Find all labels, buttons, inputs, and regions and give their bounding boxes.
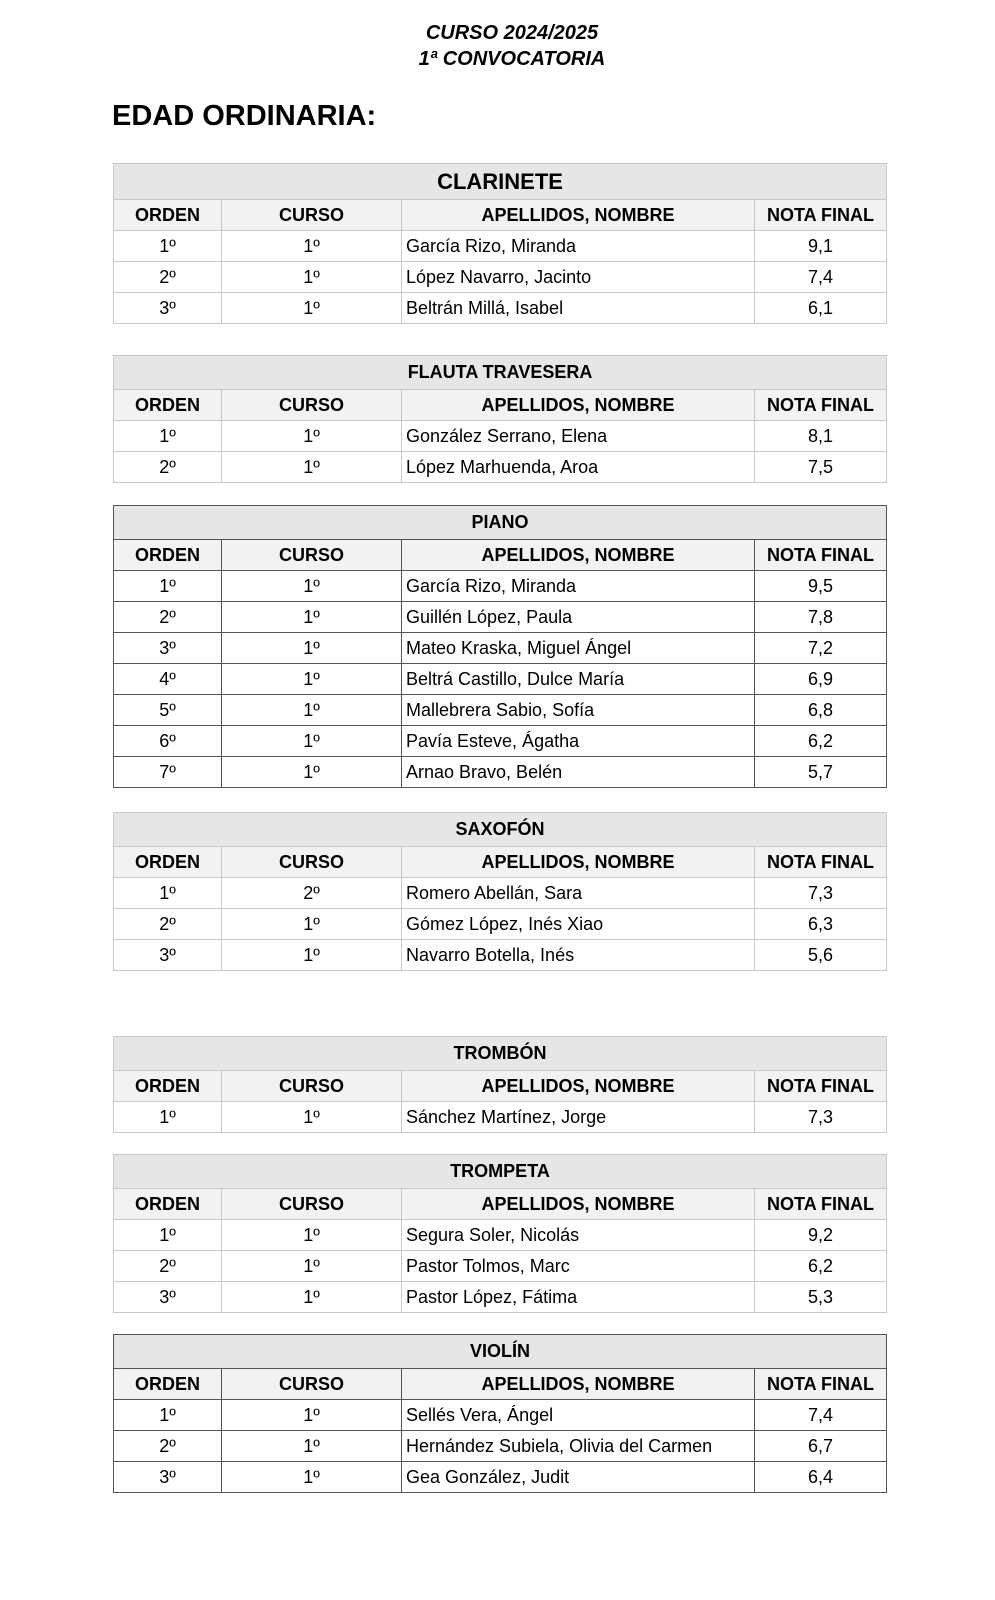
column-header: CURSO [222,847,402,878]
instrument-row [114,1155,887,1189]
cell-nota: 5,6 [755,940,887,971]
cell-nota: 6,1 [755,293,887,324]
table-row [114,262,887,293]
cell-nota: 9,2 [755,1220,887,1251]
cell-orden: 1º [114,571,222,602]
cell-nombre: Sánchez Martínez, Jorge [402,1102,755,1133]
column-header: ORDEN [114,200,222,231]
table-row [114,633,887,664]
cell-orden: 3º [114,1462,222,1493]
column-header: APELLIDOS, NOMBRE [402,847,755,878]
cell-nombre: Guillén López, Paula [402,602,755,633]
cell-nota: 5,3 [755,1282,887,1313]
cell-curso: 1º [222,1282,402,1313]
cell-nota: 6,3 [755,909,887,940]
cell-orden: 2º [114,1431,222,1462]
cell-curso: 1º [222,909,402,940]
column-header: APELLIDOS, NOMBRE [402,200,755,231]
instrument-title: FLAUTA TRAVESERA [114,356,887,390]
cell-orden: 1º [114,1102,222,1133]
table-row [114,1462,887,1493]
cell-nombre: Navarro Botella, Inés [402,940,755,971]
column-header: ORDEN [114,847,222,878]
table-row [114,878,887,909]
cell-orden: 2º [114,1251,222,1282]
table-trombon [113,1036,887,1133]
column-header: NOTA FINAL [755,1071,887,1102]
cell-nota: 7,3 [755,878,887,909]
cell-orden: 6º [114,726,222,757]
cell-nota: 7,4 [755,262,887,293]
cell-curso: 1º [222,726,402,757]
cell-nombre: Gómez López, Inés Xiao [402,909,755,940]
cell-curso: 1º [222,1431,402,1462]
cell-nombre: Pastor López, Fátima [402,1282,755,1313]
cell-nota: 7,8 [755,602,887,633]
cell-curso: 1º [222,602,402,633]
instrument-title: TROMPETA [114,1155,887,1189]
column-header: APELLIDOS, NOMBRE [402,1071,755,1102]
column-header: APELLIDOS, NOMBRE [402,540,755,571]
cell-orden: 3º [114,1282,222,1313]
column-header: NOTA FINAL [755,1189,887,1220]
column-header: APELLIDOS, NOMBRE [402,390,755,421]
table-saxofon [113,812,887,971]
instrument-title: VIOLÍN [114,1335,887,1369]
cell-nota: 6,2 [755,1251,887,1282]
cell-curso: 1º [222,1462,402,1493]
cell-nombre: Segura Soler, Nicolás [402,1220,755,1251]
table-row [114,1102,887,1133]
column-header: NOTA FINAL [755,1369,887,1400]
cell-nombre: Mateo Kraska, Miguel Ángel [402,633,755,664]
table-row [114,602,887,633]
cell-nombre: García Rizo, Miranda [402,231,755,262]
column-header: CURSO [222,1369,402,1400]
cell-nombre: Gea González, Judit [402,1462,755,1493]
column-header: ORDEN [114,390,222,421]
column-header: CURSO [222,1071,402,1102]
cell-nombre: Hernández Subiela, Olivia del Carmen [402,1431,755,1462]
section-title: EDAD ORDINARIA: [112,100,377,132]
cell-curso: 1º [222,1102,402,1133]
column-header: CURSO [222,1189,402,1220]
cell-nombre: Beltrán Millá, Isabel [402,293,755,324]
table-row [114,1220,887,1251]
instrument-row [114,1037,887,1071]
table-row [114,1400,887,1431]
table-row [114,421,887,452]
table-row [114,571,887,602]
column-header: ORDEN [114,1189,222,1220]
cell-curso: 1º [222,633,402,664]
cell-nombre: Beltrá Castillo, Dulce María [402,664,755,695]
cell-nota: 7,4 [755,1400,887,1431]
cell-curso: 1º [222,757,402,788]
cell-nota: 6,9 [755,664,887,695]
cell-orden: 1º [114,1220,222,1251]
cell-curso: 1º [222,262,402,293]
table-row [114,452,887,483]
table-row [114,664,887,695]
column-header-row [114,1189,887,1220]
table-row [114,940,887,971]
cell-curso: 2º [222,878,402,909]
cell-nota: 6,4 [755,1462,887,1493]
cell-nombre: Sellés Vera, Ángel [402,1400,755,1431]
cell-nota: 6,2 [755,726,887,757]
cell-curso: 1º [222,1400,402,1431]
table-row [114,909,887,940]
column-header: ORDEN [114,1369,222,1400]
cell-nombre: Romero Abellán, Sara [402,878,755,909]
column-header: ORDEN [114,1071,222,1102]
instrument-row [114,356,887,390]
cell-orden: 3º [114,293,222,324]
cell-nombre: González Serrano, Elena [402,421,755,452]
table-row [114,1431,887,1462]
cell-curso: 1º [222,664,402,695]
cell-curso: 1º [222,571,402,602]
cell-orden: 1º [114,1400,222,1431]
instrument-title: PIANO [114,506,887,540]
cell-orden: 2º [114,262,222,293]
cell-curso: 1º [222,231,402,262]
cell-nota: 8,1 [755,421,887,452]
table-row [114,726,887,757]
cell-curso: 1º [222,421,402,452]
column-header: APELLIDOS, NOMBRE [402,1189,755,1220]
column-header: CURSO [222,200,402,231]
cell-nota: 9,5 [755,571,887,602]
cell-curso: 1º [222,1251,402,1282]
cell-curso: 1º [222,293,402,324]
cell-orden: 2º [114,602,222,633]
column-header: NOTA FINAL [755,540,887,571]
cell-nota: 9,1 [755,231,887,262]
cell-nota: 7,5 [755,452,887,483]
table-row [114,231,887,262]
column-header: CURSO [222,540,402,571]
instrument-title: SAXOFÓN [114,813,887,847]
table-row [114,757,887,788]
cell-nombre: Arnao Bravo, Belén [402,757,755,788]
table-flauta-travesera [113,355,887,483]
cell-orden: 3º [114,940,222,971]
instrument-row [114,813,887,847]
column-header: NOTA FINAL [755,390,887,421]
cell-nota: 5,7 [755,757,887,788]
column-header-row [114,1071,887,1102]
column-header: NOTA FINAL [755,847,887,878]
document-header [0,20,995,72]
cell-orden: 7º [114,757,222,788]
instrument-row [114,1335,887,1369]
table-clarinete [113,163,887,324]
column-header-row [114,847,887,878]
cell-nombre: López Navarro, Jacinto [402,262,755,293]
cell-curso: 1º [222,1220,402,1251]
column-header: CURSO [222,390,402,421]
cell-orden: 5º [114,695,222,726]
cell-nota: 7,3 [755,1102,887,1133]
cell-orden: 4º [114,664,222,695]
call-number: 1ª CONVOCATORIA [418,48,606,70]
column-header: NOTA FINAL [755,200,887,231]
instrument-row [114,506,887,540]
cell-orden: 2º [114,452,222,483]
table-piano [113,505,887,788]
table-row [114,695,887,726]
cell-curso: 1º [222,695,402,726]
column-header-row [114,1369,887,1400]
cell-nombre: Pastor Tolmos, Marc [402,1251,755,1282]
cell-nombre: García Rizo, Miranda [402,571,755,602]
column-header-row [114,200,887,231]
cell-nota: 7,2 [755,633,887,664]
course-year: CURSO 2024/2025 [425,22,599,44]
cell-curso: 1º [222,940,402,971]
cell-nombre: Mallebrera Sabio, Sofía [402,695,755,726]
cell-curso: 1º [222,452,402,483]
column-header: APELLIDOS, NOMBRE [402,1369,755,1400]
cell-orden: 2º [114,909,222,940]
table-violin [113,1334,887,1493]
table-trompeta [113,1154,887,1313]
table-row [114,293,887,324]
cell-nota: 6,7 [755,1431,887,1462]
cell-orden: 1º [114,421,222,452]
column-header-row [114,390,887,421]
instrument-title: TROMBÓN [114,1037,887,1071]
cell-orden: 3º [114,633,222,664]
cell-orden: 1º [114,231,222,262]
cell-nombre: Pavía Esteve, Ágatha [402,726,755,757]
column-header: ORDEN [114,540,222,571]
column-header-row [114,540,887,571]
instrument-title: CLARINETE [114,164,887,200]
cell-nota: 6,8 [755,695,887,726]
table-row [114,1251,887,1282]
cell-orden: 1º [114,878,222,909]
table-row [114,1282,887,1313]
cell-nombre: López Marhuenda, Aroa [402,452,755,483]
instrument-row [114,164,887,200]
